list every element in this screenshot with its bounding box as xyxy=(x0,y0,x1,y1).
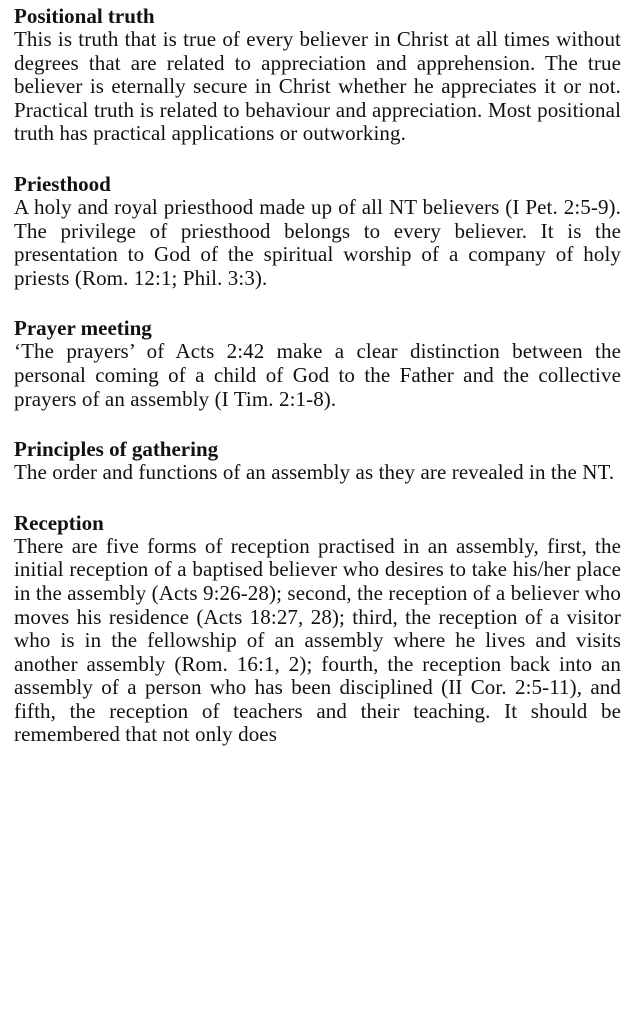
entry-text: A holy and royal priesthood made up of all NT believers (I Pet. 2:5-9). The privilege of priesthood belongs to every believer. It is the presentation to God of the spiritual worship of a company of holy priests (Rom. 12:1; Phil. 3:3). xyxy=(14,194,621,290)
entry-text: There are five forms of reception practised in an assembly, first, the initial reception of a baptised believer who desires to take his/her place in the assembly (Acts 9:26-28); second, the reception of a believer who moves his residence (Acts 18:27, 28); third, the reception of a visitor who is in the fellowship of an assembly where he lives and visits another assembly (Rom. 16:1, 2); fourth, the reception back into an assembly of a person who has been disciplined (II Cor. 2:5-11), and fifth, the reception of teachers and their teaching. It should be remembered that not only does xyxy=(14,533,621,747)
entry-heading: Priesthood xyxy=(14,171,111,196)
entry-heading: Prayer meeting xyxy=(14,316,152,341)
glossary-entry-positional-truth xyxy=(14,4,621,146)
entry-heading: Positional truth xyxy=(14,4,155,28)
entry-text: The order and functions of an assembly as they are revealed in the NT. xyxy=(14,460,615,485)
glossary-entry-reception xyxy=(14,511,621,747)
entry-text: This is truth that is true of every believer in Christ at all times without degrees that are related to appreciation and apprehension. The true believer is eternally secure in Christ whether he appreciates it or not. Practical truth is related to behaviour and appreciation. Most positional truth has practical applications or outworking. xyxy=(14,27,621,146)
glossary-entry-principles-of-gathering xyxy=(14,437,621,485)
entry-heading: Principles of gathering xyxy=(14,437,219,462)
glossary-entry-priesthood xyxy=(14,172,621,290)
glossary-page xyxy=(14,4,621,773)
entry-heading: Reception xyxy=(14,510,104,535)
entry-text: ‘The prayers’ of Acts 2:42 make a clear distinction between the personal coming of a child of God to the Father and the collective prayers of an assembly (I Tim. 2:1-8). xyxy=(14,339,621,411)
glossary-entry-prayer-meeting xyxy=(14,316,621,411)
